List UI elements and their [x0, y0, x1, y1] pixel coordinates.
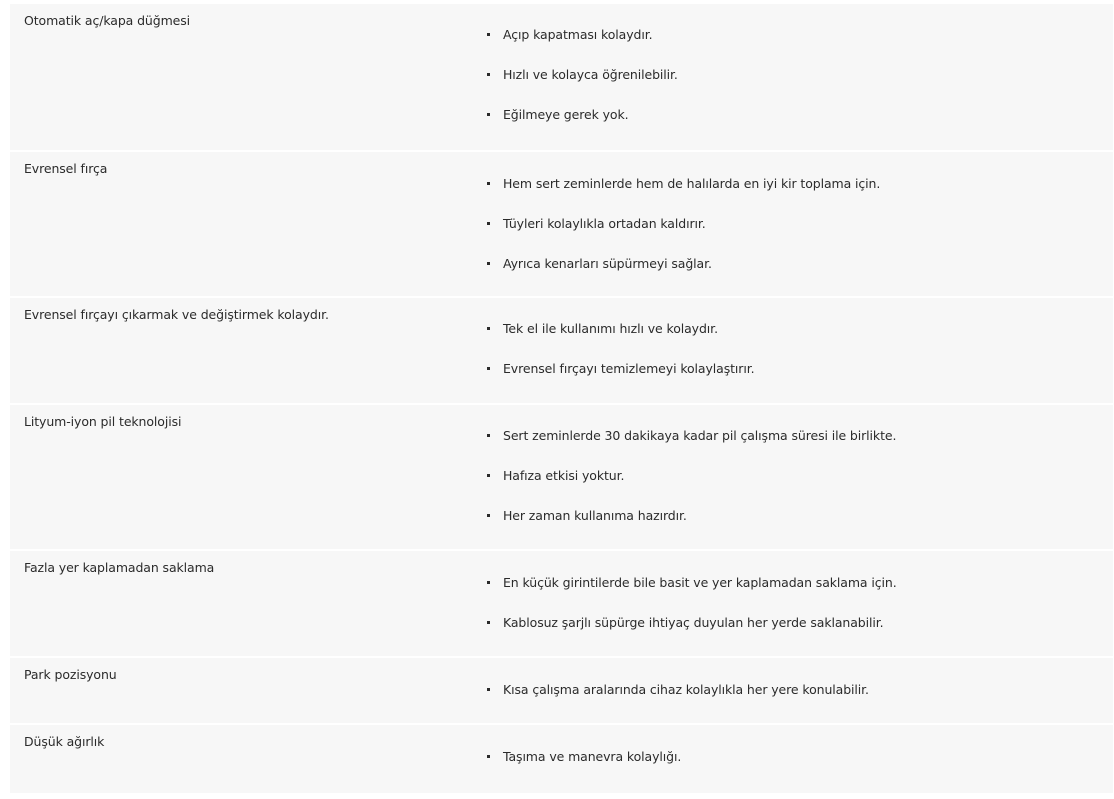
list-item: [487, 508, 896, 548]
benefit-text: Eğilmeye gerek yok.: [503, 107, 629, 122]
list-item: [487, 321, 754, 361]
benefit-text: Her zaman kullanıma hazırdır.: [503, 508, 687, 523]
table-row: [10, 723, 1113, 793]
benefit-list: [487, 428, 896, 548]
list-item: [487, 176, 880, 216]
benefit-list: [487, 749, 681, 789]
benefit-text: Kısa çalışma aralarında cihaz kolaylıkla her yere konulabilir.: [503, 682, 869, 697]
list-item: [487, 107, 678, 147]
list-item: [487, 361, 754, 401]
bullet-icon: [487, 581, 490, 584]
table-row: [10, 4, 1113, 150]
bullet-icon: [487, 514, 490, 517]
table-row: [10, 296, 1113, 403]
feature-table: [10, 4, 1113, 793]
feature-title: Lityum-iyon pil teknolojisi: [24, 414, 182, 429]
bullet-icon: [487, 434, 490, 437]
list-item: [487, 468, 896, 508]
table-row: [10, 150, 1113, 296]
list-item: [487, 216, 880, 256]
benefit-text: Sert zeminlerde 30 dakikaya kadar pil çalışma süresi ile birlikte.: [503, 428, 897, 443]
benefit-list: [487, 321, 754, 401]
feature-title: Evrensel fırça: [24, 161, 108, 176]
benefit-text: Hafıza etkisi yoktur.: [503, 468, 625, 483]
bullet-icon: [487, 474, 490, 477]
benefit-text: En küçük girintilerde bile basit ve yer kaplamadan saklama için.: [503, 575, 897, 590]
bullet-icon: [487, 688, 490, 691]
benefit-text: Taşıma ve manevra kolaylığı.: [503, 749, 682, 764]
benefit-text: Ayrıca kenarları süpürmeyi sağlar.: [503, 256, 712, 271]
bullet-icon: [487, 621, 490, 624]
benefit-list: [487, 176, 880, 296]
list-item: [487, 428, 896, 468]
bullet-icon: [487, 222, 490, 225]
list-item: [487, 27, 678, 67]
benefit-list: [487, 575, 897, 655]
bullet-icon: [487, 755, 490, 758]
benefit-text: Tüyleri kolaylıkla ortadan kaldırır.: [503, 216, 706, 231]
bullet-icon: [487, 367, 490, 370]
list-item: [487, 256, 880, 296]
table-row: [10, 656, 1113, 723]
benefit-text: Açıp kapatması kolaydır.: [503, 27, 653, 42]
bullet-icon: [487, 113, 490, 116]
benefit-text: Hem sert zeminlerde hem de halılarda en iyi kir toplama için.: [503, 176, 881, 191]
table-row: [10, 549, 1113, 656]
benefit-text: Kablosuz şarjlı süpürge ihtiyaç duyulan her yerde saklanabilir.: [503, 615, 884, 630]
table-row: [10, 403, 1113, 549]
benefit-text: Evrensel fırçayı temizlemeyi kolaylaştırır.: [503, 361, 755, 376]
bullet-icon: [487, 182, 490, 185]
list-item: [487, 67, 678, 107]
feature-title: Evrensel fırçayı çıkarmak ve değiştirmek kolaydır.: [24, 307, 329, 322]
bullet-icon: [487, 262, 490, 265]
bullet-icon: [487, 327, 490, 330]
list-item: [487, 682, 869, 722]
list-item: [487, 615, 897, 655]
list-item: [487, 575, 897, 615]
bullet-icon: [487, 33, 490, 36]
benefit-text: Hızlı ve kolayca öğrenilebilir.: [503, 67, 678, 82]
feature-title: Fazla yer kaplamadan saklama: [24, 560, 215, 575]
feature-title: Park pozisyonu: [24, 667, 117, 682]
bullet-icon: [487, 73, 490, 76]
benefit-text: Tek el ile kullanımı hızlı ve kolaydır.: [503, 321, 718, 336]
list-item: [487, 749, 681, 789]
feature-title: Düşük ağırlık: [24, 734, 105, 749]
benefit-list: [487, 27, 678, 147]
feature-title: Otomatik aç/kapa düğmesi: [24, 13, 191, 28]
benefit-list: [487, 682, 869, 722]
